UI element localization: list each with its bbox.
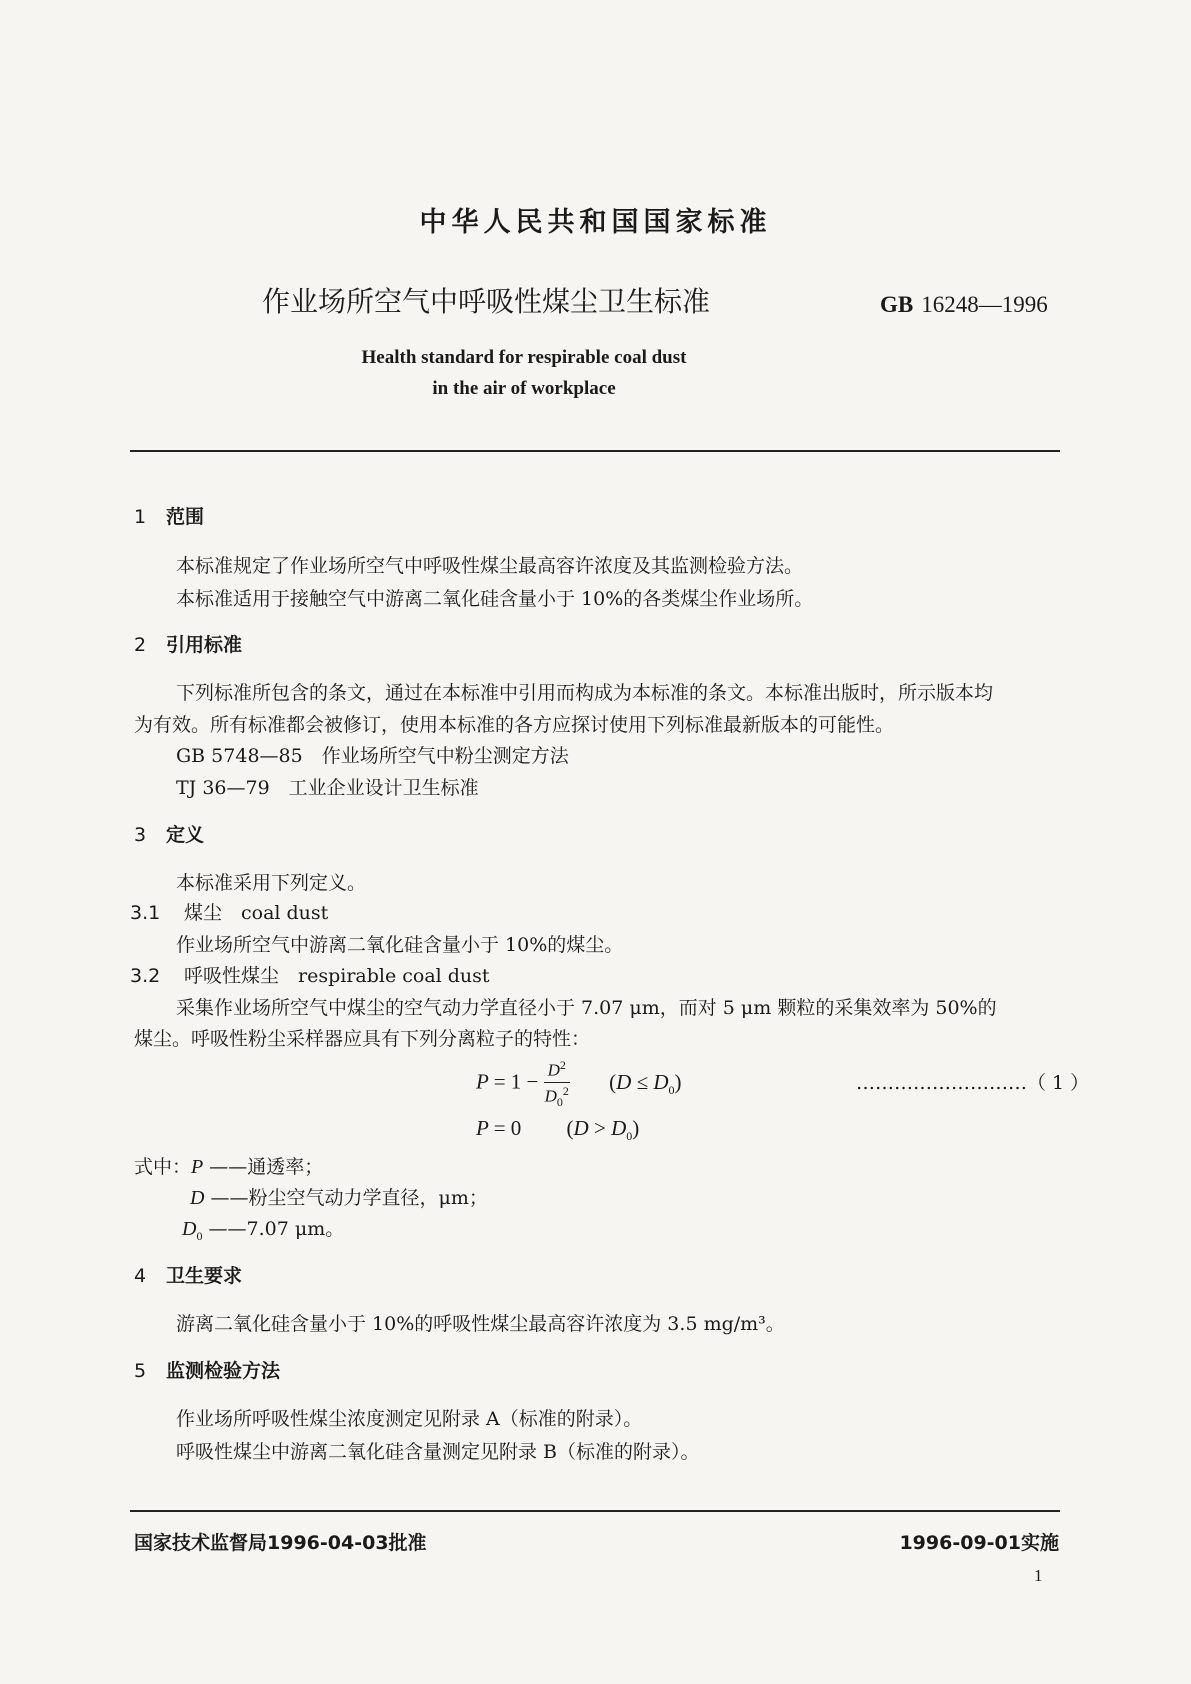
definition-3-2-text-line2: 煤尘。呼吸性粉尘采样器应具有下列分离粒子的特性：: [134, 1028, 591, 1050]
section-2-title: 引用标准: [166, 634, 243, 656]
section-4-paragraph: 游离二氧化硅含量小于 10%的呼吸性煤尘最高容许浓度为 3.5 mg/m³。: [176, 1313, 785, 1335]
section-5-heading: [134, 1356, 280, 1383]
var-d0-desc: ——7.07 μm。: [208, 1218, 345, 1240]
section-1-paragraph-2: 本标准适用于接触空气中游离二氧化硅含量小于 10%的各类煤尘作业场所。: [176, 588, 814, 610]
gb-prefix: GB: [880, 292, 914, 317]
definition-3-1-text: 作业场所空气中游离二氧化硅含量小于 10%的煤尘。: [176, 934, 624, 956]
section-2-heading: [134, 630, 242, 657]
section-4-heading: [134, 1261, 242, 1288]
reference-tj-36: TJ 36—79 工业企业设计卫生标准: [176, 777, 479, 799]
section-3-intro: 本标准采用下列定义。: [176, 872, 367, 894]
definition-3-2-term-text: 呼吸性煤尘 respirable coal dust: [184, 965, 490, 987]
section-5-title: 监测检验方法: [166, 1360, 281, 1382]
section-1-title: 范围: [166, 506, 205, 528]
section-3-title: 定义: [166, 824, 205, 846]
formula-case-1: P = 1 − $\frac{D^2}{D_0^2}$ $(D \le D_0)$: [476, 1058, 682, 1109]
definition-3-1-number: 3.1: [130, 902, 161, 924]
section-4-title: 卫生要求: [166, 1265, 243, 1287]
var-p-desc: ——通透率；: [209, 1156, 324, 1178]
section-3-number: 3: [134, 824, 147, 846]
section-2-paragraph-line2: 为有效。所有标准都会被修订，使用本标准的各方应探讨使用下列标准最新版本的可能性。: [134, 714, 895, 736]
where-p: 式中：P ——通透率；: [134, 1156, 324, 1178]
section-1-paragraph-1: 本标准规定了作业场所空气中呼吸性煤尘最高容许浓度及其监测检验方法。: [176, 555, 804, 577]
approval-line: 国家技术监督局1996-04-03批准: [134, 1532, 427, 1554]
section-5-number: 5: [134, 1360, 147, 1382]
formula-case-2: P = 0 $(D > D_0)$: [476, 1116, 640, 1144]
definition-3-1-term: [130, 898, 328, 925]
var-d-desc: ——粉尘空气动力学直径，μm；: [210, 1187, 488, 1209]
document-title-cn: 作业场所空气中呼吸性煤尘卫生标准: [262, 285, 711, 318]
formula-fraction: $\frac{D^2}{D_0^2}$: [544, 1058, 569, 1109]
national-standard-title: 中华人民共和国国家标准: [419, 207, 772, 238]
document-title-en-line1: Health standard for respirable coal dust: [361, 347, 687, 368]
definition-3-2-text-line1: 采集作业场所空气中煤尘的空气动力学直径小于 7.07 μm，而对 5 μm 颗粒的采集效率为 50%的: [176, 997, 997, 1019]
definition-3-1-term-text: 煤尘 coal dust: [184, 902, 329, 924]
effective-date: 1996-09-01实施: [899, 1532, 1059, 1554]
reference-gb-5748: GB 5748—85 作业场所空气中粉尘测定方法: [176, 745, 569, 767]
section-1-heading: [134, 502, 204, 529]
gb-code: [880, 292, 1048, 318]
footer-divider: [130, 1510, 1060, 1512]
definition-3-2-term: [130, 961, 490, 988]
document-title-en-line2: in the air of workplace: [432, 378, 616, 399]
where-d0: $D_0$ ——7.07 μm。: [182, 1218, 345, 1243]
section-2-paragraph-line1: 下列标准所包含的条文，通过在本标准中引用而构成为本标准的条文。本标准出版时，所示版本均: [176, 682, 994, 704]
section-1-number: 1: [134, 506, 147, 528]
where-d: D ——粉尘空气动力学直径，μm；: [190, 1187, 488, 1209]
gb-number: 16248—1996: [921, 292, 1048, 317]
definition-3-2-number: 3.2: [130, 965, 161, 987]
section-4-number: 4: [134, 1265, 147, 1287]
section-5-paragraph-2: 呼吸性煤尘中游离二氧化硅含量测定见附录 B（标准的附录）。: [176, 1441, 700, 1463]
section-5-paragraph-1: 作业场所呼吸性煤尘浓度测定见附录 A（标准的附录）。: [176, 1408, 643, 1430]
header-divider: [130, 450, 1060, 452]
where-label: 式中：: [134, 1156, 192, 1178]
section-3-heading: [134, 820, 204, 847]
section-2-number: 2: [134, 634, 147, 656]
page-number: 1: [1034, 1566, 1043, 1585]
equation-label: ………………………（ 1 ）: [856, 1072, 1090, 1094]
